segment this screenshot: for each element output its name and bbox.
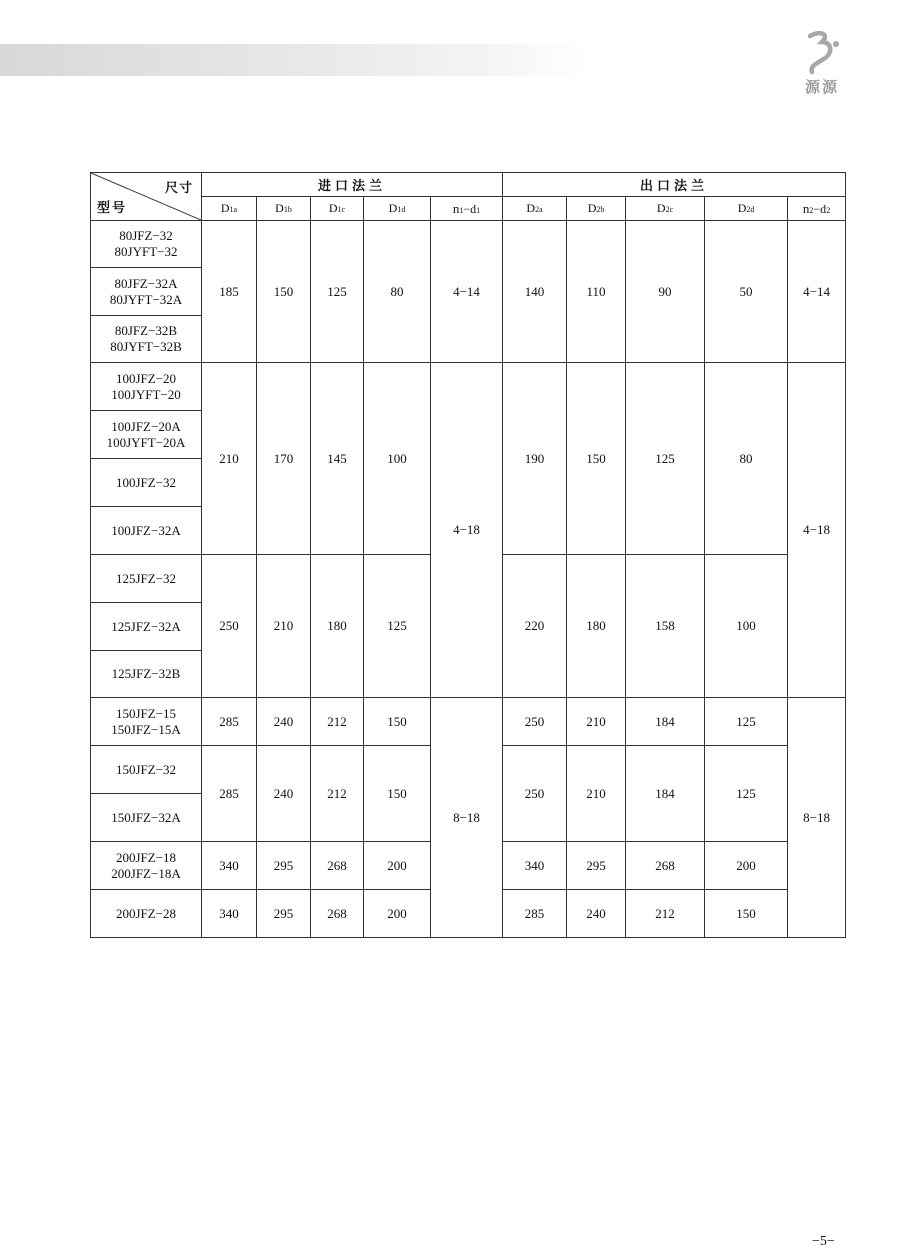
value-cell: 185: [202, 221, 257, 363]
yuanyuan-logo-icon: [792, 26, 852, 76]
value-cell: 268: [626, 842, 705, 890]
value-cell: 125: [705, 698, 788, 746]
value-cell: 90: [626, 221, 705, 363]
col-header-n1-d1: n1−d1: [431, 197, 503, 221]
value-cell: 150: [364, 746, 431, 842]
value-cell: 50: [705, 221, 788, 363]
value-cell: 250: [503, 698, 567, 746]
col-header-d1c: D1c: [311, 197, 364, 221]
model-cell: 100JFZ−32: [91, 459, 202, 507]
value-cell: 125: [311, 221, 364, 363]
table-row: [91, 221, 846, 268]
value-cell: 125: [626, 363, 705, 555]
value-cell: 80: [364, 221, 431, 363]
model-cell: 200JFZ−18 200JFZ−18A: [91, 842, 202, 890]
value-cell: 220: [503, 555, 567, 698]
header-gradient-bar: [0, 44, 590, 76]
value-cell: 110: [567, 221, 626, 363]
corner-label-size: 尺寸: [164, 181, 193, 196]
model-cell: 100JFZ−20A 100JYFT−20A: [91, 411, 202, 459]
col-header-d1d: D1d: [364, 197, 431, 221]
value-cell: 180: [311, 555, 364, 698]
value-cell: 210: [567, 698, 626, 746]
flange-spec-table: [90, 172, 846, 938]
value-cell: 4−14: [788, 221, 846, 363]
value-cell: 8−18: [431, 698, 503, 938]
col-header-d2b: D2b: [567, 197, 626, 221]
inlet-flange-header: 进口法兰: [202, 173, 503, 197]
value-cell: 170: [257, 363, 311, 555]
corner-label-model: 型号: [97, 201, 128, 216]
col-header-n2-d2: n2−d2: [788, 197, 846, 221]
header-row-columns: [91, 197, 846, 221]
value-cell: 100: [705, 555, 788, 698]
value-cell: 200: [364, 842, 431, 890]
value-cell: 268: [311, 842, 364, 890]
col-header-d2d: D2d: [705, 197, 788, 221]
value-cell: 212: [626, 890, 705, 938]
value-cell: 340: [202, 842, 257, 890]
model-cell: 150JFZ−32: [91, 746, 202, 794]
model-cell: 125JFZ−32: [91, 555, 202, 603]
page-number: −5−: [812, 1234, 835, 1249]
model-cell: 80JFZ−32 80JYFT−32: [91, 221, 202, 268]
value-cell: 158: [626, 555, 705, 698]
model-cell: 80JFZ−32A 80JYFT−32A: [91, 268, 202, 316]
value-cell: 212: [311, 746, 364, 842]
table-row: [91, 698, 846, 746]
value-cell: 210: [202, 363, 257, 555]
value-cell: 150: [567, 363, 626, 555]
model-cell: 125JFZ−32A: [91, 603, 202, 651]
value-cell: 80: [705, 363, 788, 555]
value-cell: 295: [257, 842, 311, 890]
model-cell: 150JFZ−32A: [91, 794, 202, 842]
value-cell: 8−18: [788, 698, 846, 938]
value-cell: 285: [202, 698, 257, 746]
model-cell: 100JFZ−32A: [91, 507, 202, 555]
value-cell: 340: [202, 890, 257, 938]
value-cell: 250: [503, 746, 567, 842]
value-cell: 150: [364, 698, 431, 746]
col-header-d2a: D2a: [503, 197, 567, 221]
value-cell: 210: [567, 746, 626, 842]
value-cell: 150: [257, 221, 311, 363]
value-cell: 200: [705, 842, 788, 890]
model-cell: 200JFZ−28: [91, 890, 202, 938]
value-cell: 4−18: [431, 363, 503, 698]
value-cell: 125: [705, 746, 788, 842]
outlet-flange-header: 出口法兰: [503, 173, 846, 197]
value-cell: 240: [257, 746, 311, 842]
value-cell: 184: [626, 746, 705, 842]
model-cell: 150JFZ−15 150JFZ−15A: [91, 698, 202, 746]
col-header-d1a: D1a: [202, 197, 257, 221]
value-cell: 4−14: [431, 221, 503, 363]
value-cell: 285: [503, 890, 567, 938]
model-cell: 100JFZ−20 100JYFT−20: [91, 363, 202, 411]
value-cell: 240: [257, 698, 311, 746]
value-cell: 250: [202, 555, 257, 698]
value-cell: 340: [503, 842, 567, 890]
value-cell: 210: [257, 555, 311, 698]
value-cell: 240: [567, 890, 626, 938]
value-cell: 4−18: [788, 363, 846, 698]
value-cell: 285: [202, 746, 257, 842]
value-cell: 200: [364, 890, 431, 938]
value-cell: 140: [503, 221, 567, 363]
col-header-d1b: D1b: [257, 197, 311, 221]
corner-header-cell: [91, 173, 202, 221]
table-row: [91, 363, 846, 411]
value-cell: 295: [567, 842, 626, 890]
value-cell: 180: [567, 555, 626, 698]
brand-logo: [792, 26, 852, 96]
value-cell: 268: [311, 890, 364, 938]
value-cell: 295: [257, 890, 311, 938]
value-cell: 100: [364, 363, 431, 555]
model-cell: 80JFZ−32B 80JYFT−32B: [91, 316, 202, 363]
col-header-d2c: D2c: [626, 197, 705, 221]
value-cell: 145: [311, 363, 364, 555]
value-cell: 150: [705, 890, 788, 938]
value-cell: 190: [503, 363, 567, 555]
model-cell: 125JFZ−32B: [91, 651, 202, 698]
value-cell: 125: [364, 555, 431, 698]
header-row-groups: [91, 173, 846, 197]
value-cell: 212: [311, 698, 364, 746]
logo-text: 源源: [804, 78, 839, 96]
value-cell: 184: [626, 698, 705, 746]
